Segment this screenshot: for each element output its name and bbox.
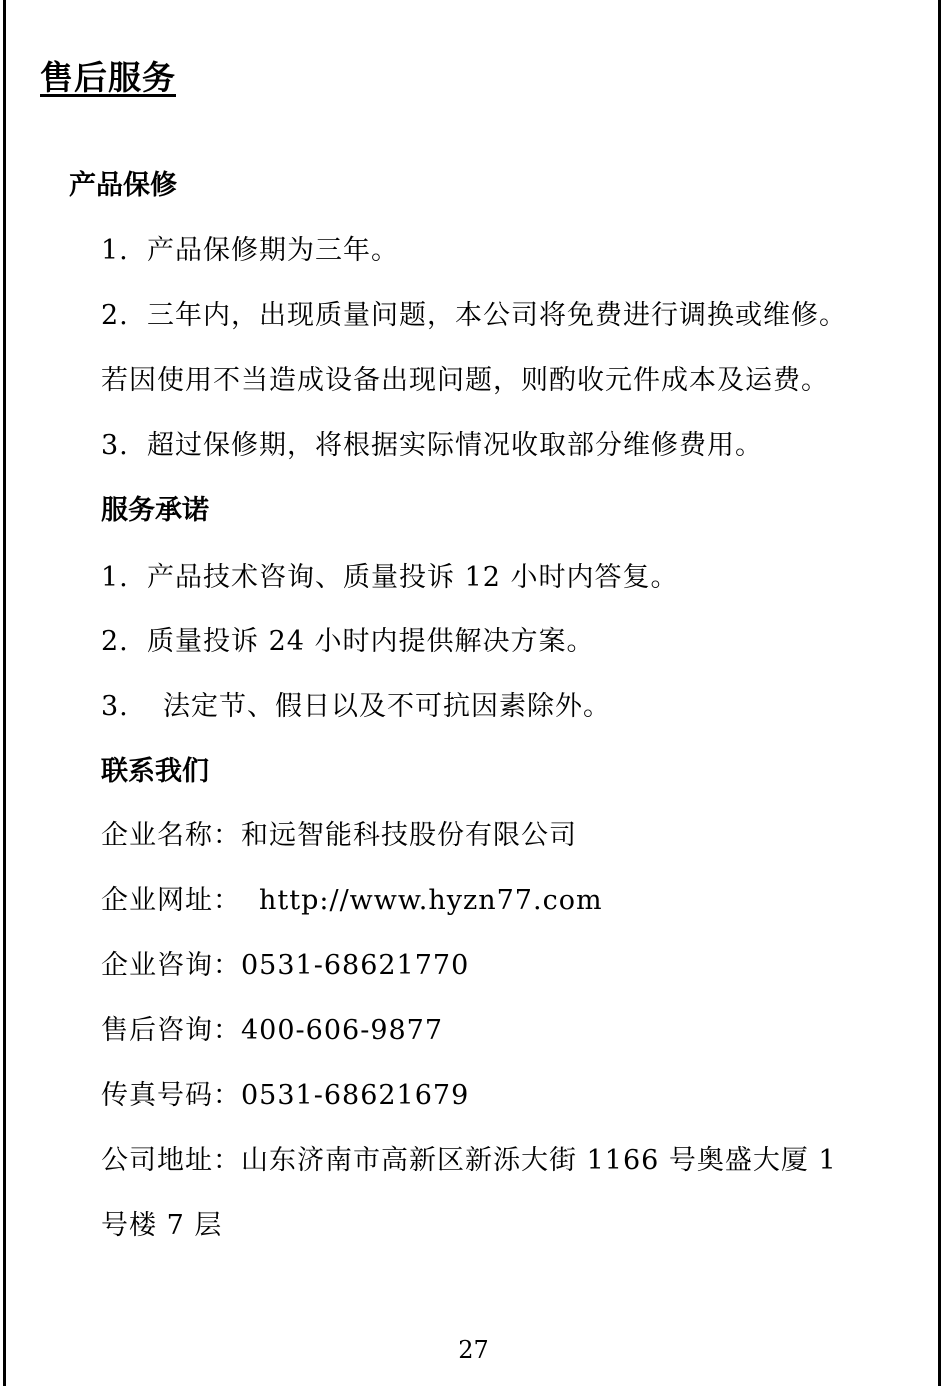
list-number: 2. [101,626,129,657]
service-heading: 服务承诺 [101,495,209,526]
contact-address-continued [101,1203,222,1242]
contact-label: 传真号码： [101,1080,241,1111]
page-number: 27 [458,1336,489,1364]
list-text: 法定节、假日以及不可抗因素除外。 [163,691,611,722]
contact-label: 企业名称： [101,820,241,851]
company-address: 山东济南市高新区新泺大街 1166 号奥盛大厦 1 [241,1145,837,1176]
list-text: 产品保修期为三年。 [147,235,399,266]
list-text: 三年内，出现质量问题，本公司将免费进行调换或维修。 [147,300,847,331]
contact-label: 企业咨询： [101,950,241,981]
list-text: 质量投诉 24 小时内提供解决方案。 [147,626,595,657]
list-text: 产品技术咨询、质量投诉 12 小时内答复。 [147,562,679,593]
contact-company [101,813,577,852]
contact-consult [101,943,469,982]
warranty-item-2-continued [101,358,829,397]
list-number: 3. [101,691,129,722]
contact-website [101,878,603,917]
service-item-2 [101,619,595,658]
list-number: 1. [101,562,129,593]
list-number: 1. [101,235,129,266]
contact-heading: 联系我们 [101,756,209,787]
warranty-item-1 [101,228,399,267]
list-text: 超过保修期，将根据实际情况收取部分维修费用。 [147,430,763,461]
list-text: 若因使用不当造成设备出现问题，则酌收元件成本及运费。 [101,365,829,396]
warranty-item-3 [101,423,763,462]
service-item-1 [101,555,679,594]
company-name: 和远智能科技股份有限公司 [241,820,577,851]
warranty-item-2 [101,293,847,332]
warranty-heading: 产品保修 [69,170,177,201]
service-item-3 [101,684,611,723]
contact-label: 售后咨询： [101,1015,241,1046]
list-number: 2. [101,300,129,331]
contact-aftersale [101,1008,443,1047]
contact-label: 公司地址： [101,1145,241,1176]
website-link[interactable]: http://www.hyzn77.com [259,885,603,916]
consult-phone: 0531-68621770 [241,950,470,981]
list-number: 3. [101,430,129,461]
company-address-continued: 号楼 7 层 [101,1210,223,1241]
aftersale-phone: 400-606-9877 [241,1015,444,1046]
fax-number: 0531-68621679 [241,1080,470,1111]
contact-label: 企业网址： [101,885,241,916]
contact-fax [101,1073,469,1112]
page-title: 售后服务 [40,58,176,97]
contact-address [101,1138,837,1177]
